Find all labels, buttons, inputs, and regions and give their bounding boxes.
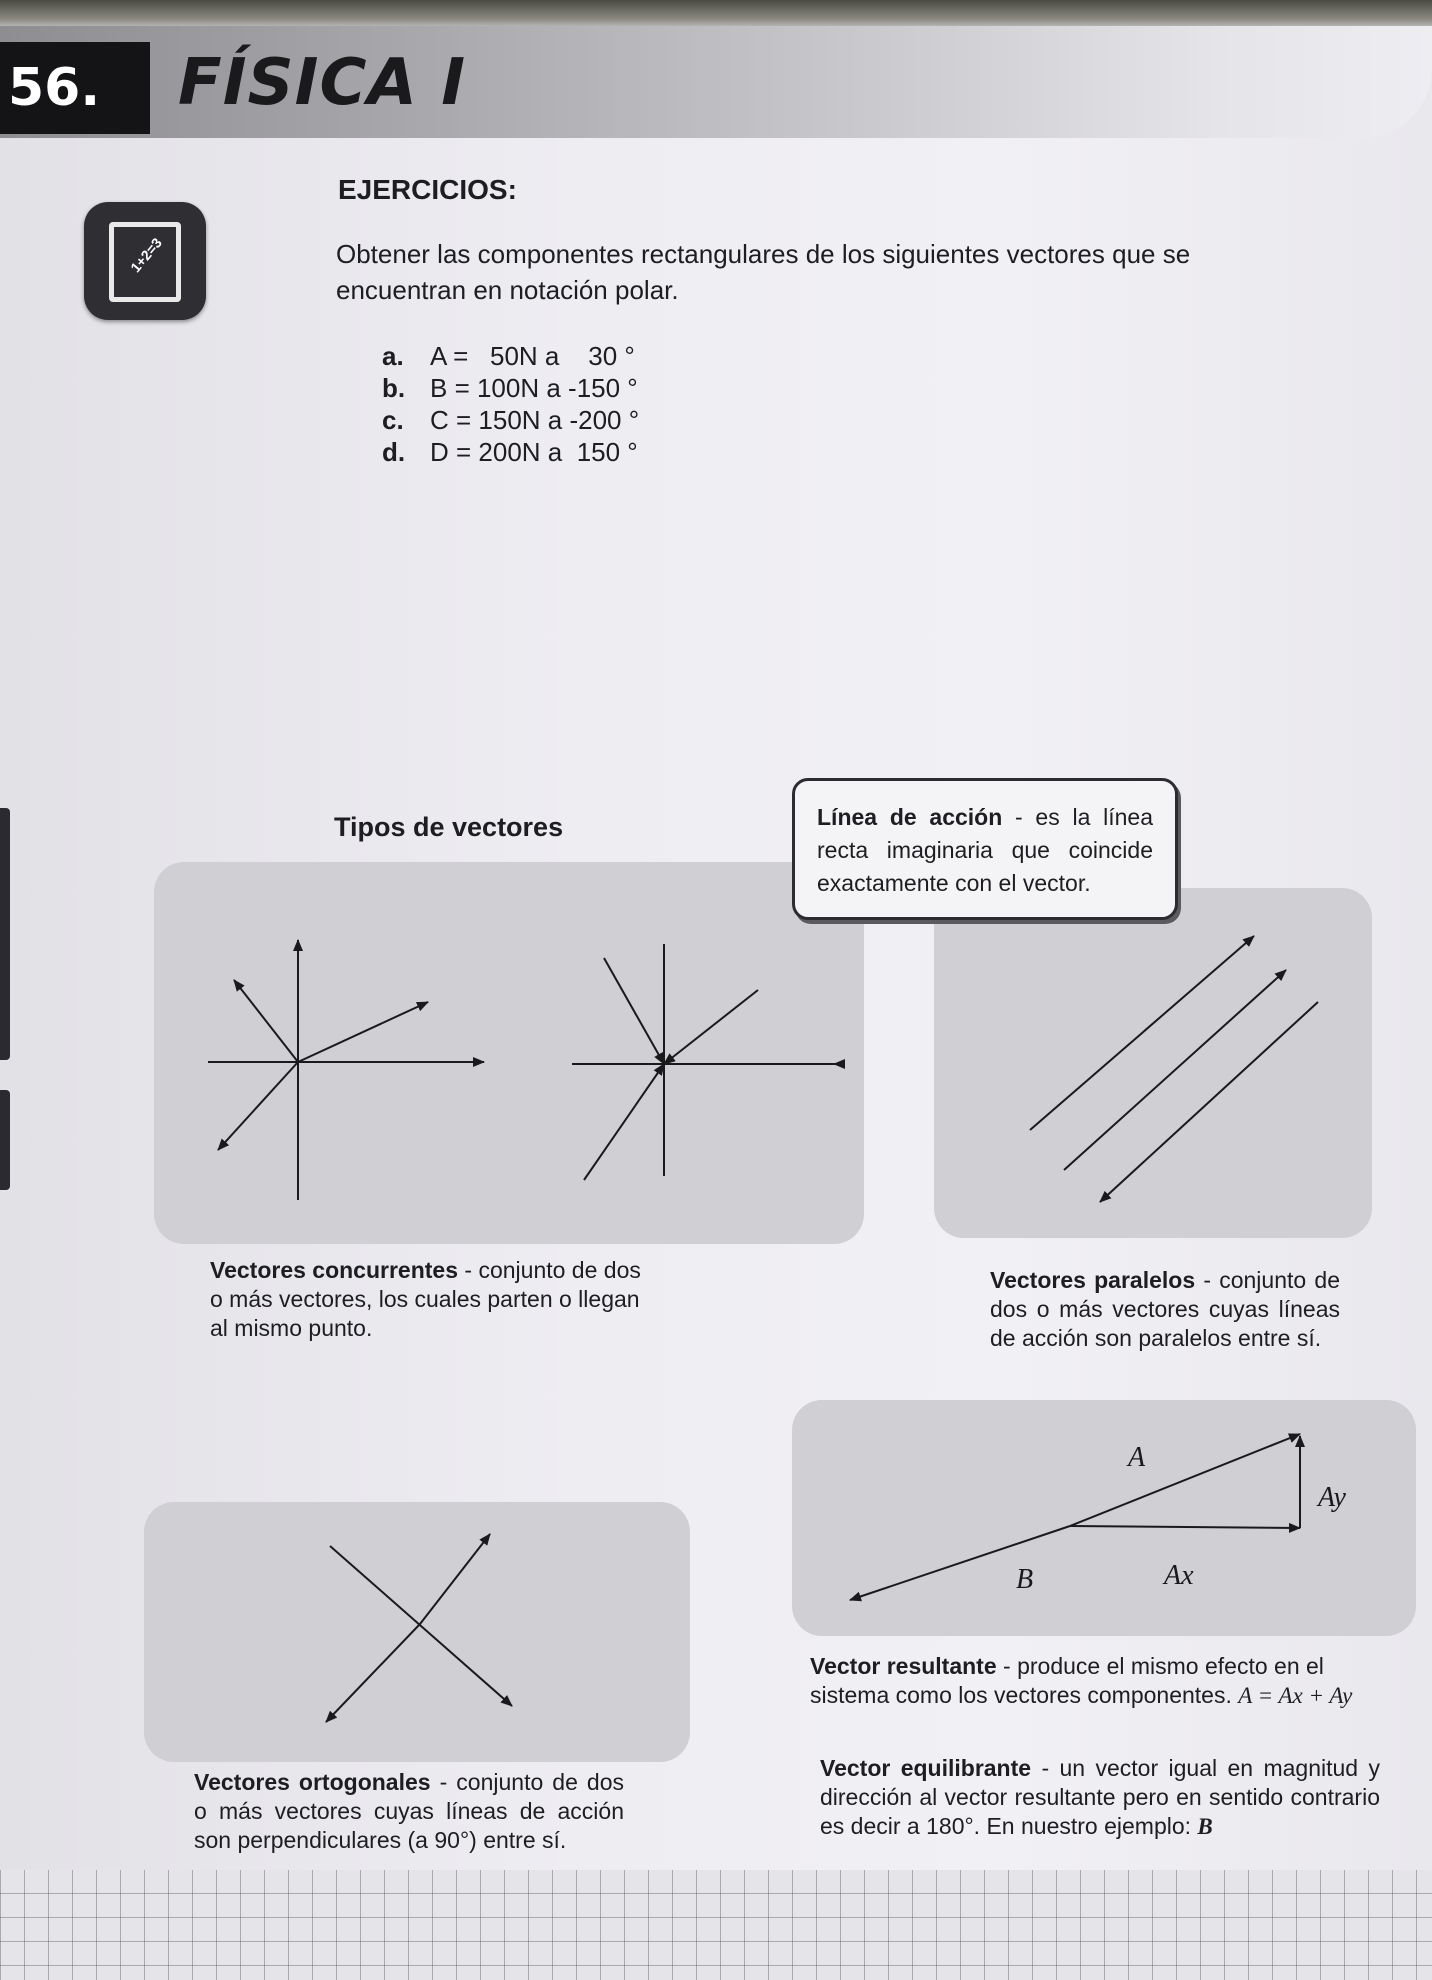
b-equilibrant-vector (850, 1526, 1070, 1600)
vector-arrow (234, 980, 298, 1062)
vector-arrow (326, 1624, 420, 1722)
concurrentes-caption: Vectores concurrentes - conjunto de dos o más vectores, los cuales parten o llegan al mismo punto. (210, 1257, 641, 1341)
ortogonales-caption: Vectores ortogonales - conjunto de dos o más vectores cuyas líneas de acción son perpendiculares (a 90°) entre sí. (194, 1769, 624, 1853)
label-ay: Ay (1318, 1482, 1346, 1513)
vector-arrow (330, 1546, 512, 1706)
exercise-item: c. C = 150N a -200 ° (382, 405, 640, 435)
vector-arrow (584, 1064, 664, 1180)
grid-paper-strip (0, 1870, 1432, 1980)
exercise-item: a. A = 50N a 30 ° (382, 341, 635, 371)
equilibrante-caption: Vector equilibrante - un vector igual en magnitud y dirección al vector resultante pero en sentido contrario es decir a 180°. En nuestro ejemplo: B (820, 1755, 1380, 1839)
concurrent-diagram-2 (572, 944, 836, 1180)
book-title: FÍSICA I (178, 46, 467, 120)
exercises-heading: EJERCICIOS: (338, 174, 517, 205)
ax-vector (1070, 1526, 1300, 1528)
exercise-icon-label: 1+2=3 (127, 234, 165, 276)
vector-arrow (664, 990, 758, 1064)
label-b: B (1016, 1564, 1034, 1595)
exercise-item: b. B = 100N a -150 ° (382, 373, 638, 403)
orthogonal-diagram (326, 1534, 512, 1722)
equilibrant-symbol: B (1197, 1814, 1213, 1839)
vector-arrow (604, 958, 664, 1064)
parallel-diagram (1030, 936, 1318, 1202)
resultant-formula: A = Ax + Ay (1238, 1683, 1353, 1708)
callout-text: - es la línea recta imaginaria que coincide exactamente con el vector. (817, 804, 1153, 896)
vector-arrow (1064, 970, 1286, 1170)
label-a: A (1128, 1442, 1146, 1473)
vector-arrow (298, 1002, 428, 1062)
label-ax: Ax (1164, 1560, 1194, 1591)
resultante-caption: Vector resultante - produce el mismo efecto en el sistema como los vectores componentes. A = Ax + Ay (810, 1653, 1353, 1708)
callout-term: Línea de acción (817, 804, 1003, 830)
vector-arrow (1100, 1002, 1318, 1202)
vector-arrow (420, 1534, 490, 1624)
tipos-heading: Tipos de vectores (334, 812, 564, 842)
resultant-diagram (850, 1434, 1300, 1600)
paralelos-caption: Vectores paralelos - conjunto de dos o más vectores cuyas líneas de acción son paralelos entre sí. (990, 1267, 1340, 1351)
vector-arrow (218, 1062, 298, 1150)
exercise-item: d. D = 200N a 150 ° (382, 437, 638, 467)
concurrent-diagram-1 (208, 940, 484, 1200)
page-number: 56. (0, 42, 150, 134)
a-resultant-vector (1070, 1434, 1300, 1526)
exercises-instruction: Obtener las componentes rectangulares de los siguientes vectores que se encuentran en notación polar. (336, 239, 1191, 305)
